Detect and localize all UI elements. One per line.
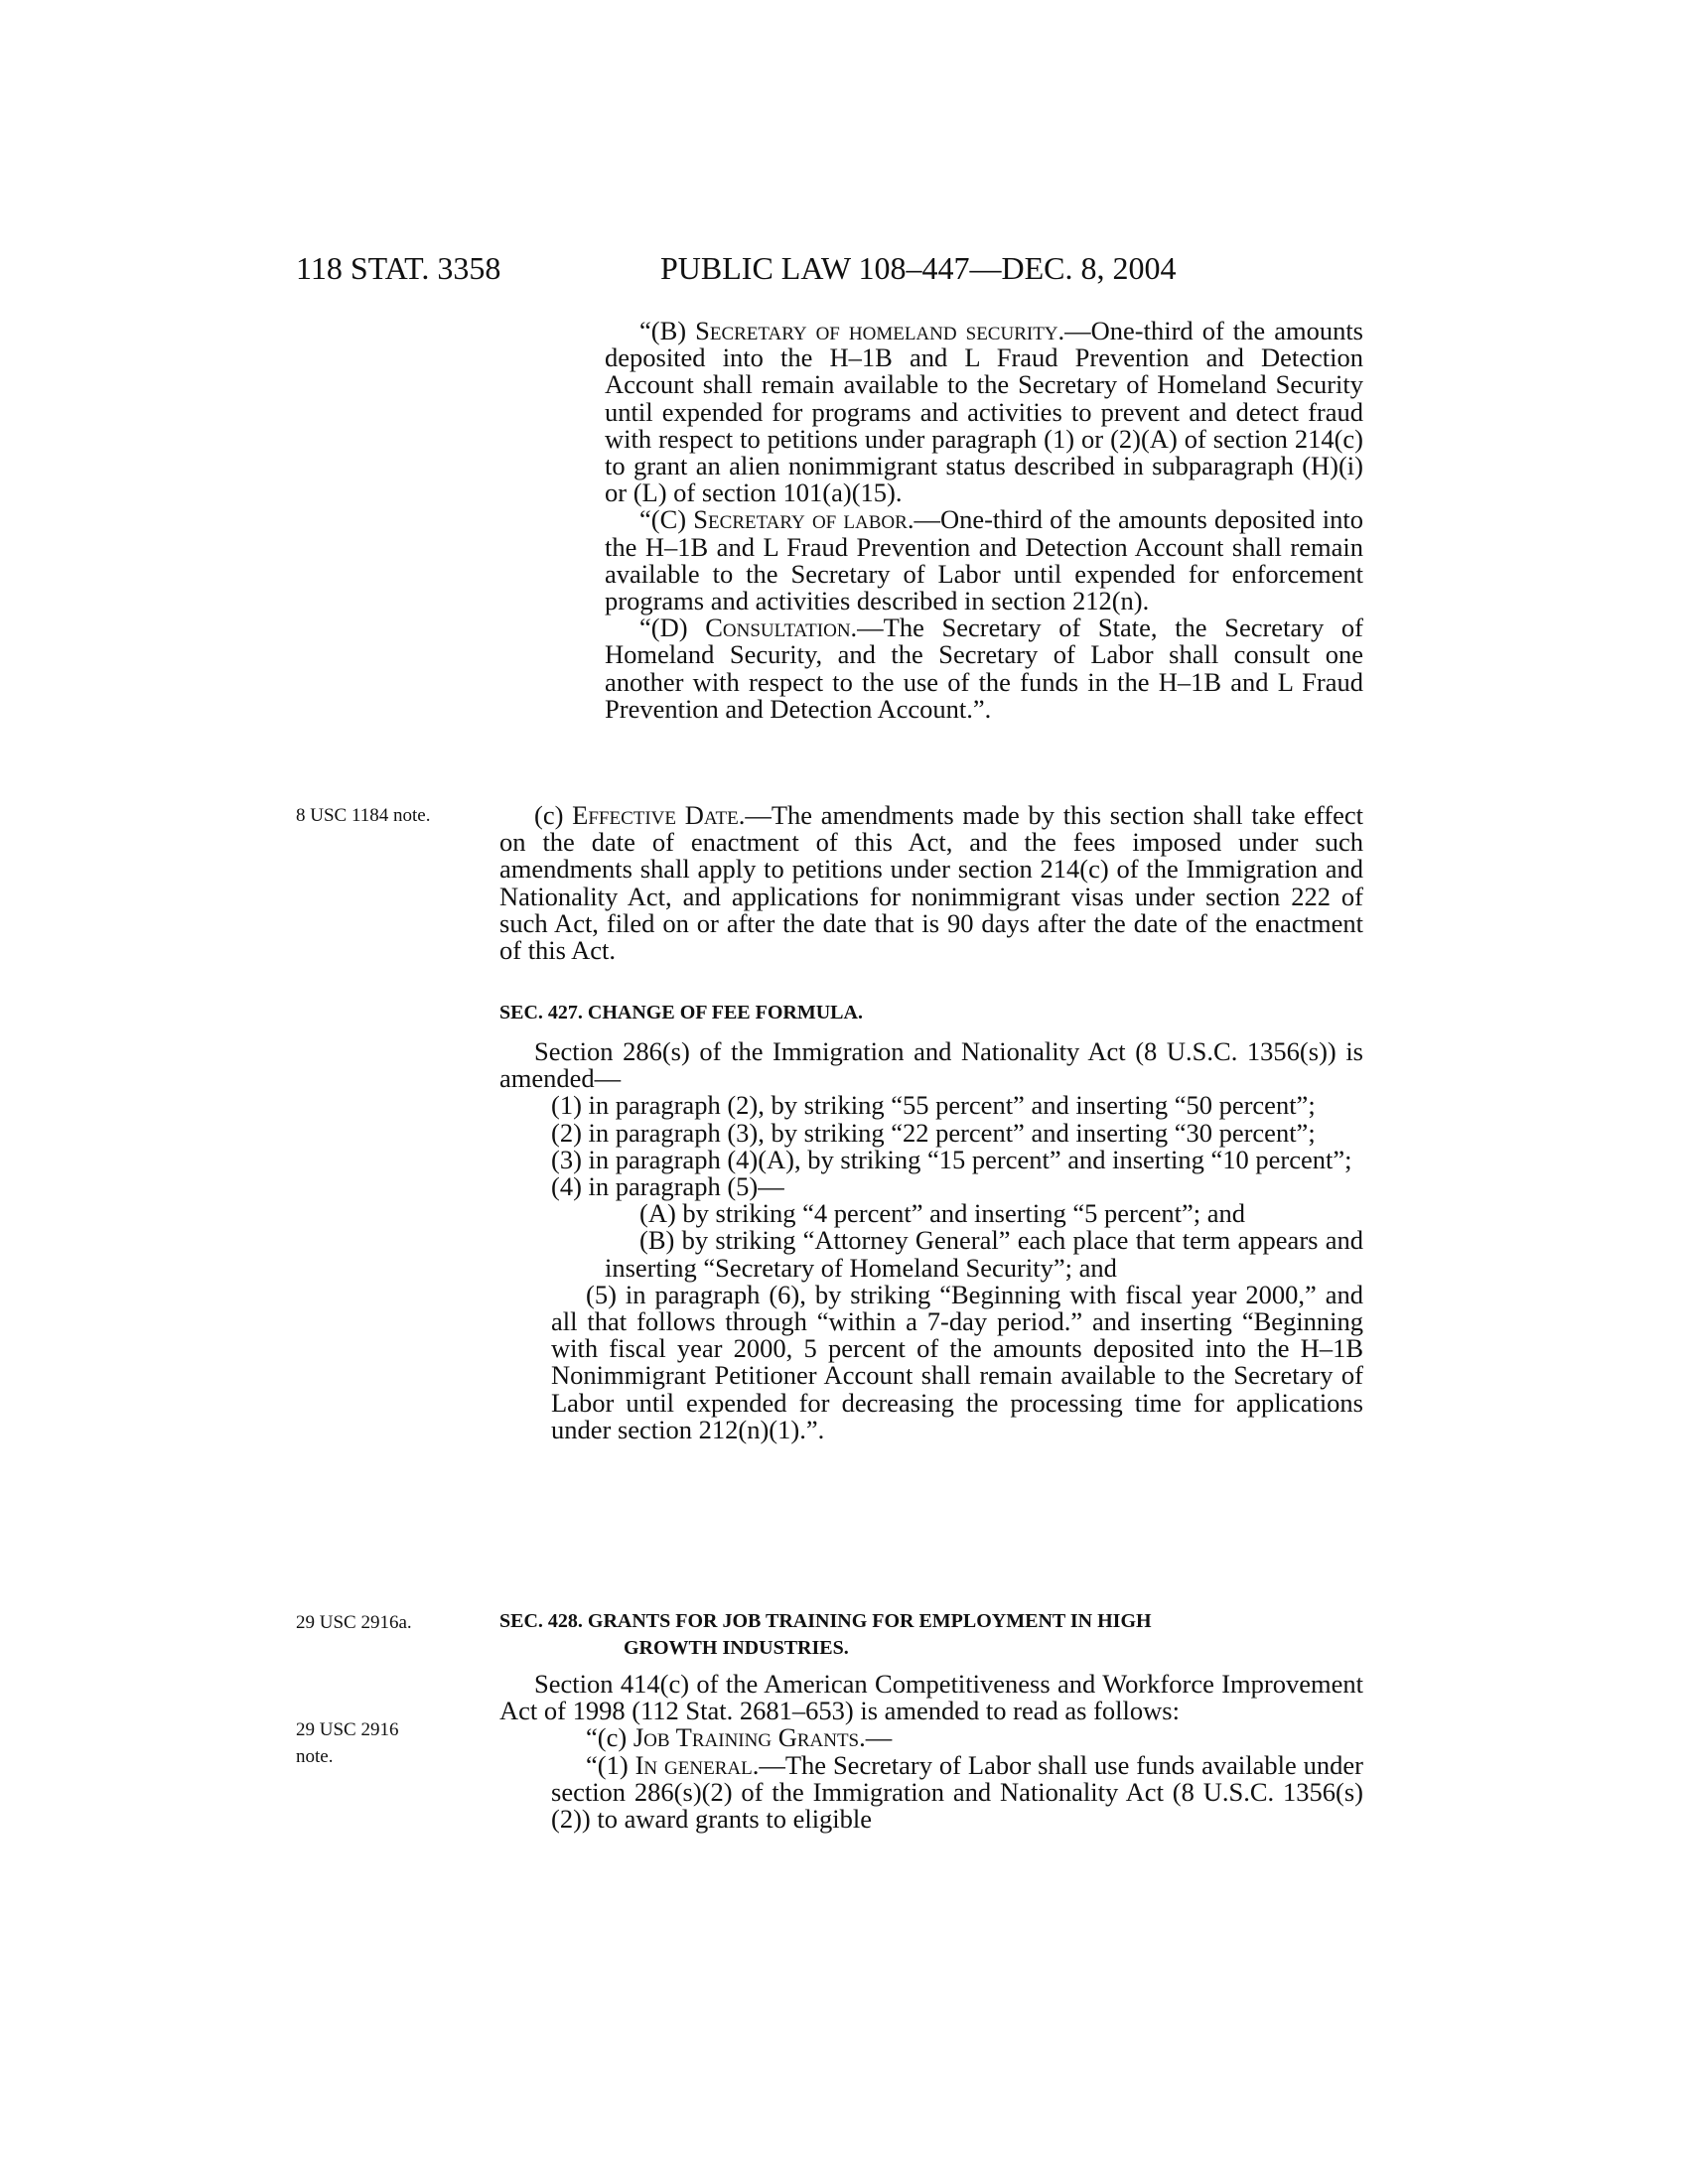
section-428-intro: Section 414(c) of the American Competitiveness and Workforce Improvement Act of 1998 (112 Stat. 2681–653) is amended to read as follows:: [499, 1669, 1363, 1726]
subparagraph-heading: Secretary of homeland security: [695, 316, 1058, 345]
subsection-c-heading-line: “(c) Job Training Grants.—: [586, 1722, 893, 1753]
subparagraphs-block: [499, 318, 1363, 723]
subsection-heading: Effective Date: [572, 800, 739, 830]
running-title: PUBLIC LAW 108–447—DEC. 8, 2004: [660, 250, 1177, 286]
section-427-heading: SEC. 427. CHANGE OF FEE FORMULA.: [499, 1002, 863, 1024]
margin-note-29-usc-2916a: 29 USC 2916a.: [296, 1612, 412, 1633]
list-item: (3) in paragraph (4)(A), by striking “15 percent” and inserting “10 percent”;: [551, 1144, 1352, 1174]
margin-note-8-usc-1184: 8 USC 1184 note.: [296, 805, 431, 826]
subsection-heading: Job Training Grants: [633, 1722, 860, 1753]
statute-page-number: 118 STAT. 3358: [296, 250, 501, 286]
subparagraph-c: “(C) Secretary of labor.—One-third of the amounts deposited into the H–1B and L Fraud Prevention and Detection Account shall remain available to the Secretary of Labor until expended for enforcement programs and activities described in section 212(n).: [605, 504, 1363, 616]
section-428-body: [499, 1671, 1363, 1833]
page-header: [0, 248, 1688, 288]
list-item: (4) in paragraph (5)—: [551, 1171, 784, 1202]
margin-note-line: 29 USC 2916: [296, 1719, 399, 1740]
subparagraph-b: “(B) Secretary of homeland security.—One-third of the amounts deposited into the H–1B and L Fraud Prevention and Detection Account shall remain available to the Secretary of Homeland Security until expended for programs and activities to prevent and detect fraud with respect to petitions under paragraph (1) or (2)(A) of section 214(c) to grant an alien nonimmigrant status described in subparagraph (H)(i) or (L) of section 101(a)(15).: [605, 316, 1363, 508]
subparagraph-heading: Consultation: [705, 613, 851, 643]
section-427-body: [499, 1038, 1363, 1443]
list-item: (B) by striking “Attorney General” each place that term appears and inserting “Secretary of Homeland Security”; and: [605, 1225, 1363, 1283]
list-item: (1) in paragraph (2), by striking “55 percent” and inserting “50 percent”;: [551, 1090, 1316, 1121]
section-427-intro: Section 286(s) of the Immigration and Nationality Act (8 U.S.C. 1356(s)) is amended—: [499, 1036, 1363, 1094]
subparagraph-heading: Secretary of labor: [693, 504, 908, 535]
paragraph-heading: In general: [634, 1749, 753, 1780]
list-item: (2) in paragraph (3), by striking “22 percent” and inserting “30 percent”;: [551, 1117, 1316, 1148]
subsection-c-effective-date: (c) Effective Date.—The amendments made by this section shall take effect on the date of enactment of this Act, and the fees imposed under such amendments shall apply to petitions under section 214(c) of the Immigration and Nationality Act, and applications for nonimmigrant visas under section 222 of such Act, filed on or after the date that is 90 days after the date of the enactment of this Act.: [499, 800, 1363, 966]
list-item: (A) by striking “4 percent” and inserting “5 percent”; and: [639, 1198, 1246, 1229]
margin-note-line: note.: [296, 1746, 334, 1767]
margin-note-29-usc-2916-note: [296, 1716, 398, 1770]
subparagraph-d: “(D) Consultation.—The Secretary of State, the Secretary of Homeland Security, and the Secretary of Labor shall consult one another with respect to the use of the funds in the H–1B and L Fraud Prevention and Detection Account.”.: [605, 613, 1363, 724]
section-428-heading: SEC. 428. GRANTS FOR JOB TRAINING FOR EMPLOYMENT IN HIGH GROWTH INDUSTRIES.: [499, 1610, 1152, 1659]
paragraph-1-in-general: “(1) In general.—The Secretary of Labor shall use funds available under section 286(s)(2) of the Immigration and Nationality Act (8 U.S.C. 1356(s)(2)) to award grants to eligible: [551, 1749, 1363, 1835]
list-item: (5) in paragraph (6), by striking “Beginning with fiscal year 2000,” and all that follows through “within a 7-day period.” and inserting “Beginning with fiscal year 2000, 5 percent of the amounts deposited into the H–1B Nonimmigrant Petitioner Account shall remain available to the Secretary of Labor until expended for decreasing the processing time for applications under section 212(n)(1).”.: [551, 1279, 1363, 1444]
